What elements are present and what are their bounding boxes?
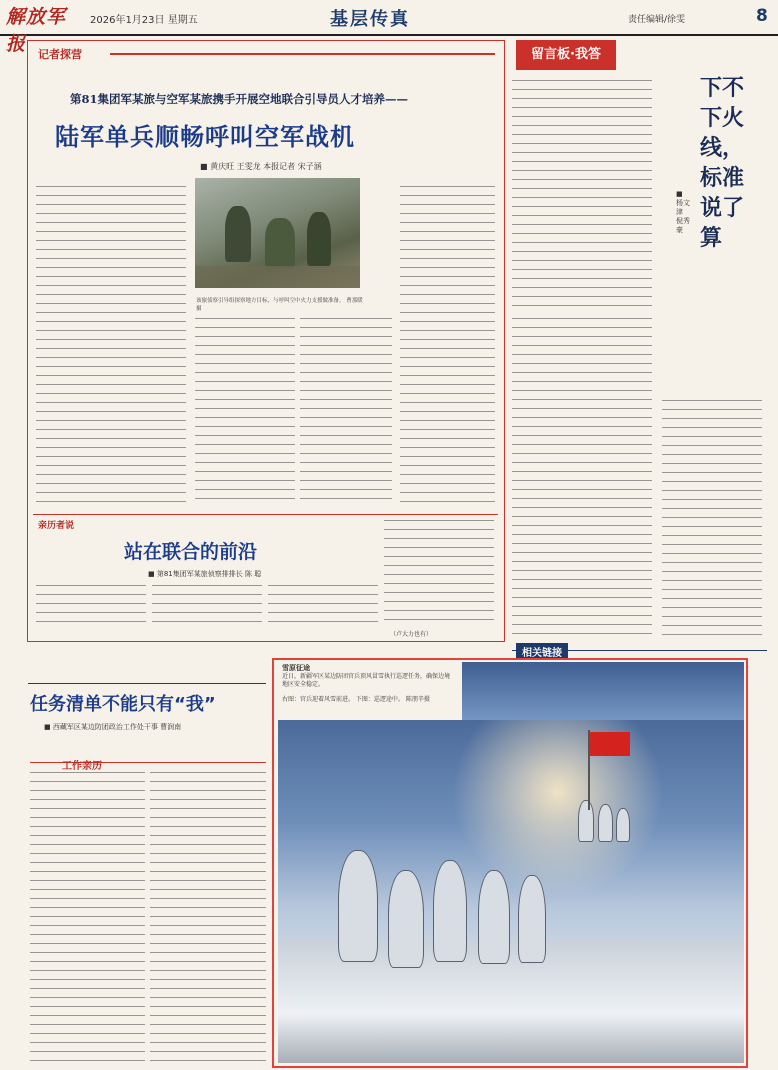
message-board-tag: 留言板·我答 (516, 40, 616, 70)
sub-article-headline: 站在联合的前沿 (124, 541, 258, 563)
sub-article-body-col-4 (384, 520, 494, 625)
snow-patrol-photo (278, 720, 744, 1063)
sub-article-byline: ■ 第81集团军某旅侦察排排长 陈 聪 (148, 570, 262, 578)
message-board-headline: 下不下火线，标准说了算 (700, 76, 745, 251)
task-article-rule (28, 683, 266, 684)
newspaper-logo: 解放军报 (6, 6, 67, 55)
sub-article-body-col-3 (268, 585, 378, 625)
responsible-editor: 责任编辑/徐雯 (628, 15, 686, 25)
feature-signoff: （卢大力也有） (390, 631, 433, 638)
photo-caption-title: 雪原征途 (282, 664, 310, 672)
work-experience-tag: 工作亲历 (62, 761, 102, 772)
page-number: 8 (756, 6, 768, 26)
message-body-col-1 (512, 80, 652, 310)
message-body-col-3 (662, 400, 762, 636)
feature-byline: ■ 黄庆旺 王雯龙 本报记者 宋子涵 (200, 162, 322, 171)
sub-article-body-col-2 (152, 585, 262, 625)
sub-article-body-col-1 (36, 585, 146, 625)
task-article-headline: 任务清单不能只有“我” (30, 694, 216, 715)
photo-caption: 近日，新疆军区某边防团官兵顶风冒雪执行巡逻任务，确保边境地区安全稳定。 (282, 673, 451, 688)
sub-article-rule (33, 514, 498, 515)
feature-body-col-4 (400, 186, 495, 506)
feature-headline: 陆军单兵顺畅呼叫空军战机 (55, 123, 355, 151)
issue-date: 2026年1月23日 星期五 (90, 15, 198, 26)
feature-kicker: 第81集团军某旅与空军某旅携手开展空地联合引导员人才培养—— (70, 92, 409, 106)
task-article-byline: ■ 西藏军区某边防团政治工作处干事 曹润南 (44, 723, 182, 731)
task-body-col-1 (30, 772, 145, 1062)
related-links-tag: 相关链接 (516, 643, 568, 660)
feature-photo-caption: 该旅侦察引导组探察地方目标，与呼叫空中火力支援做准备。 曹那暖摄 (196, 298, 363, 312)
feature-body-col-2 (195, 318, 295, 503)
section-title: 基层传真 (330, 9, 410, 30)
reporter-visit-tag: 记者探营 (38, 48, 82, 61)
eyewitness-tag: 亲历者说 (38, 521, 75, 531)
photo-caption-credit: 右图：官兵迎着风雪前进。 下图：巡逻途中。 陈朋辛摄 (282, 696, 430, 703)
flag-photo (462, 662, 744, 720)
tag-rule (110, 53, 495, 55)
message-body-col-2 (512, 318, 652, 636)
message-board-byline: ■ 杨文津 倪秀豪 (676, 190, 690, 234)
soldiers-training-photo (195, 178, 360, 288)
feature-body-col-3 (300, 318, 392, 503)
feature-body-col-1 (36, 186, 186, 506)
task-body-col-2 (150, 772, 266, 1062)
red-flag-icon (590, 732, 630, 756)
